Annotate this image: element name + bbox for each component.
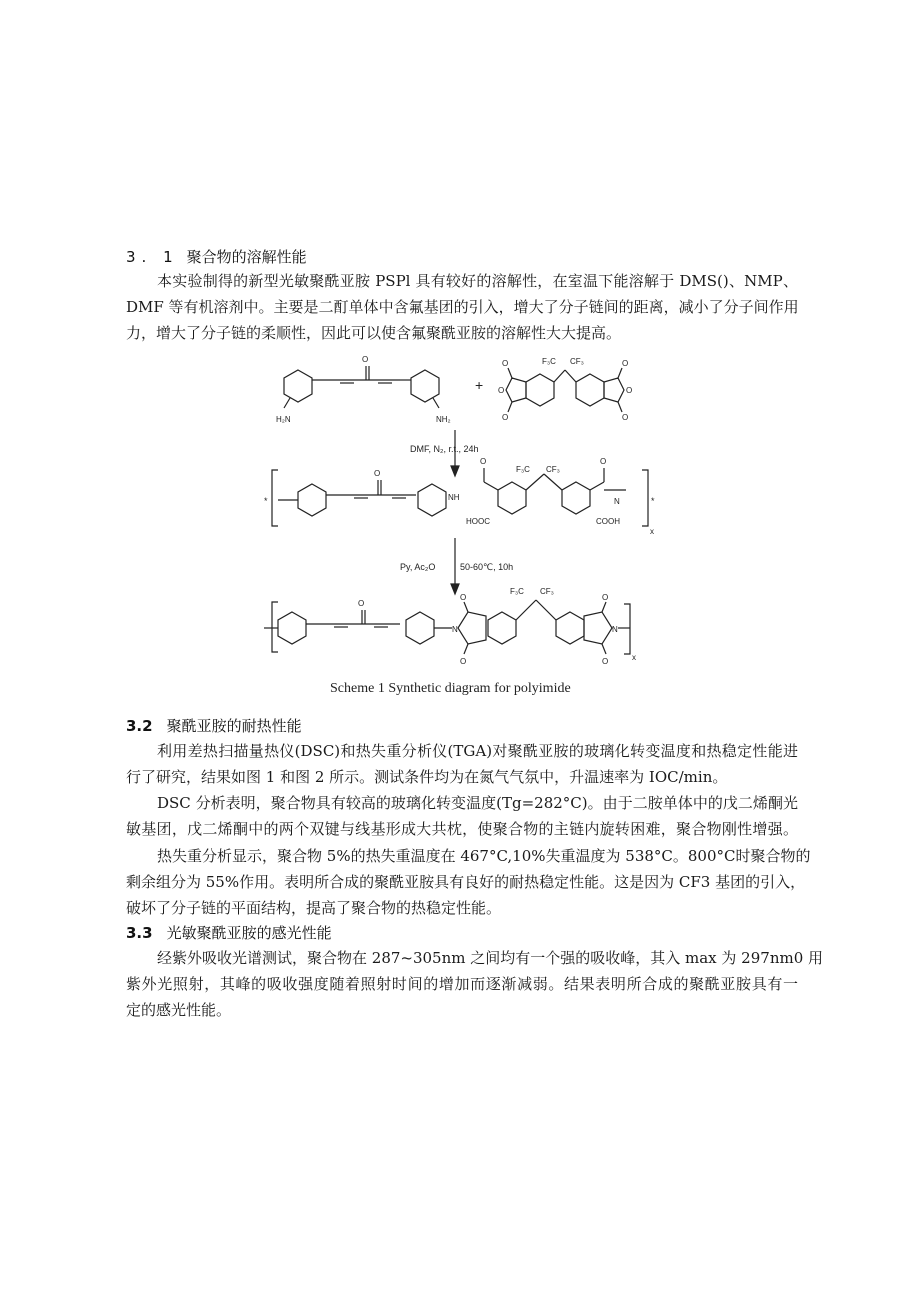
oxygen-label: O [498,386,505,395]
carboxyl-label: COOH [596,517,620,526]
paragraph-line: 定的感光性能。 [126,1001,232,1019]
paragraph-line: DMF 等有机溶剂中。主要是二酊单体中含氟基团的引入，增大了分子链间的距离，减小了分子间作用 [126,298,799,316]
oxygen-label: O [502,359,509,368]
oxygen-label: O [626,386,633,395]
oxygen-label: O [602,593,609,602]
benzene-ring [298,484,326,516]
oxygen-label: O [374,469,381,478]
amide-label: NH [448,493,460,502]
paragraph-line: 敏基团，戊二烯酮中的两个双键与线基形成大共枕，使聚合物的主链内旋转困难，聚合物刚性增强。 [126,820,798,838]
section-number: 3.3 [126,924,153,942]
nitrogen-label: N [452,625,458,634]
oxygen-label: O [460,593,467,602]
synthesis-scheme-figure [250,350,670,702]
section-title: 光敏聚酰亚胺的感光性能 [166,924,332,942]
oxygen-label: O [622,359,629,368]
benzene-ring [406,612,434,644]
benzene-ring [488,612,516,644]
section-title: 聚合物的溶解性能 [186,248,307,266]
scheme-caption: Scheme 1 Synthetic diagram for polyimide [330,681,571,696]
nitrogen-label: N [612,625,618,634]
paragraph-line: 本实验制得的新型光敏聚酰亚胺 PSPl 具有较好的溶解性，在室温下能溶解于 DMS()、NMP、 [157,272,798,290]
paragraph-line: 破坏了分子链的平面结构，提高了聚合物的热稳定性能。 [126,899,502,917]
benzene-ring [284,370,312,402]
end-star: * [264,496,268,506]
oxygen-label: O [602,657,609,666]
end-star: * [651,496,655,506]
section-heading-3-1 [126,246,307,267]
cf3-label: F₃C [542,357,556,366]
reaction-conditions: DMF, N₂, r.t., 24h [410,444,479,454]
reaction-reagent: Py, Ac₂O [400,562,436,572]
paragraph-line: 利用差热扫描量热仪(DSC)和热失重分析仪(TGA)对聚酰亚胺的玻璃化转变温度和热稳定性能进 [157,742,798,760]
paragraph-line: 力，增大了分子链的柔顺性，因此可以使含氟聚酰亚胺的溶解性大大提高。 [126,324,622,342]
paragraph-line: 紫外光照射，其峰的吸收强度随着照射时间的增加而逐渐减弱。结果表明所合成的聚酰亚胺具有一 [126,975,798,993]
section-number: 3.2 [126,717,153,735]
nitrogen-label: N [614,497,620,506]
oxygen-label: O [460,657,467,666]
section-heading-3-3 [126,922,332,943]
amine-label: H₂N [276,415,291,424]
cf3-label: CF₃ [570,357,584,366]
oxygen-label: O [502,413,509,422]
oxygen-label: O [480,457,487,466]
benzene-ring [576,374,604,406]
reaction-conditions: 50-60℃, 10h [460,562,514,572]
benzene-ring [526,374,554,406]
section-number: 3. 1 [126,248,179,266]
paragraph-line: 经紫外吸收光谱测试，聚合物在 287~305nm 之间均有一个强的吸收峰，其入 max 为 297nm0 用 [157,949,824,967]
section-title: 聚酰亚胺的耐热性能 [166,717,302,735]
paragraph-line: 行了研究，结果如图 1 和图 2 所示。测试条件均为在氮气气氛中，升温速率为 IOC/min。 [126,768,728,786]
paragraph-line: 剩余组分为 55%作用。表明所合成的聚酰亚胺具有良好的耐热稳定性能。这是因为 CF3 基团的引入， [126,873,806,891]
paragraph-line: DSC 分析表明，聚合物具有较高的玻璃化转变温度(Tg=282°C)。由于二胺单体中的戊二烯酮光 [157,794,798,812]
cf3-label: CF₃ [540,587,554,596]
benzene-ring [562,482,590,514]
oxygen-label: O [358,599,365,608]
carboxyl-label: HOOC [466,517,490,526]
paragraph-line: 热失重分析显示，聚合物 5%的热失重温度在 467°C,10%失重温度为 538°C。800°C时聚合物的 [157,847,811,865]
benzene-ring [278,612,306,644]
benzene-ring [411,370,439,402]
cf3-label: CF₃ [546,465,560,474]
benzene-ring [418,484,446,516]
section-heading-3-2 [126,715,302,736]
oxygen-label: O [362,355,369,364]
repeat-unit-label: x [650,527,654,536]
oxygen-label: O [600,457,607,466]
repeat-unit-label: x [632,653,636,662]
oxygen-label: O [622,413,629,422]
benzene-ring [498,482,526,514]
plus-sign: + [475,377,484,393]
amine-label: NH₂ [436,415,451,424]
benzene-ring [556,612,584,644]
cf3-label: F₃C [510,587,524,596]
cf3-label: F₃C [516,465,530,474]
